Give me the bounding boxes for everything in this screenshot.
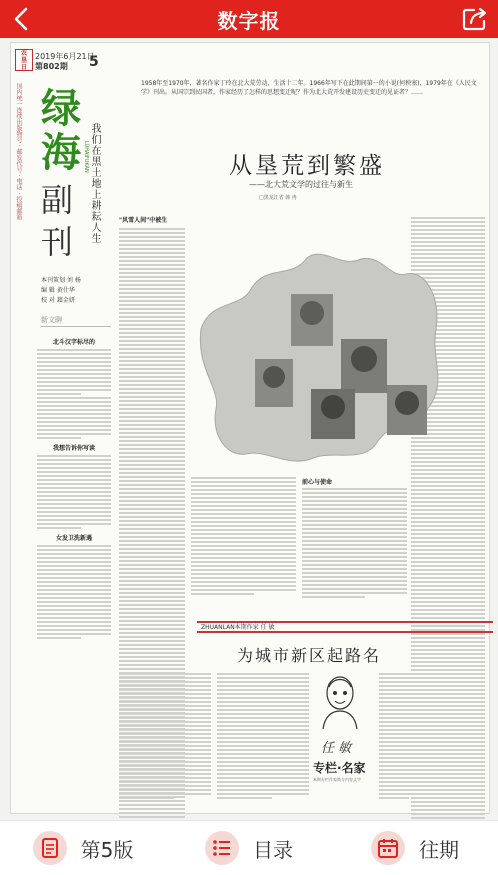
- article-headline-2[interactable]: 为城市新区起路名: [237, 646, 382, 665]
- nav-archive-button[interactable]: [332, 821, 498, 875]
- calendar-icon: [371, 831, 405, 865]
- editor-credit-line: 本刊策划 刘 杨: [41, 277, 81, 284]
- columnist-portrait: [317, 671, 363, 731]
- back-button[interactable]: [6, 4, 36, 34]
- article-byline: □黑龙江省 韩 冉: [259, 195, 297, 201]
- page-title: 数字报: [217, 8, 281, 33]
- share-icon: [462, 7, 488, 31]
- column-caption: 本期专栏作家简介内容文字: [313, 777, 361, 782]
- xinwen-label: 新文聊: [41, 315, 111, 327]
- masthead-slogan: 我们在黑土地上耕耘人生: [89, 123, 100, 244]
- page-number: 5: [89, 54, 99, 70]
- editor-credit-line: 编 辑 黄仕华: [41, 287, 75, 294]
- chevron-left-icon: [13, 7, 29, 31]
- nav-edition-button[interactable]: [0, 821, 166, 875]
- editor-credit-line: 校 对 籍金妍: [41, 297, 75, 304]
- newspaper-viewport[interactable]: [0, 38, 498, 820]
- newspaper-page[interactable]: [10, 42, 490, 814]
- nav-catalog-label: 目录: [253, 837, 293, 862]
- article-heading[interactable]: 我想告诉你写读: [52, 445, 95, 452]
- article-heading[interactable]: 北斗汉字标尽的: [52, 339, 95, 346]
- issue-date: 2019年6月21日: [35, 52, 95, 61]
- article-body-lower[interactable]: [191, 475, 407, 600]
- article-subhead: ——北大荒文学的过往与新生: [249, 180, 353, 189]
- masthead-side-info: 国内统一连续出版物号 · 邮发代号 · 电话 · 投稿邮箱: [15, 83, 22, 221]
- intro-text: 1958年至1970年，著名作家丁玲在北大荒劳动，生活十二年。1966年写下在此期间第一的小说(何秧塞)，1979年在《人民文学》刊出。从国宗到民国者，作家经历了怎样的思想变迁呢？作为北大荒开发建设历史变迁的见证者？……: [141, 80, 477, 96]
- article-quote: "风雪人间"中被生: [119, 217, 168, 224]
- left-column-articles[interactable]: [37, 333, 111, 641]
- article-2-body-right[interactable]: [379, 671, 485, 801]
- article-intro[interactable]: [141, 79, 481, 141]
- top-bar: [0, 0, 498, 38]
- columnist-signature: 任 敏: [321, 741, 352, 756]
- masthead-pinyin: LÜHAIFUKAN: [83, 141, 89, 173]
- edition-page-icon: [33, 831, 67, 865]
- masthead-title-sub: 副刊: [41, 181, 74, 261]
- nav-edition-label: 第5版: [80, 837, 134, 862]
- feature-map-illustration: [191, 239, 451, 469]
- catalog-list-icon: [205, 831, 239, 865]
- column-band: ZHUANLAN本期作家 任 敏: [197, 621, 493, 633]
- share-button[interactable]: [460, 5, 490, 33]
- masthead-title-main: 绿海: [41, 85, 81, 176]
- bottom-nav: [0, 820, 498, 875]
- article-headline[interactable]: 从垦荒到繁盛: [229, 153, 385, 179]
- nav-catalog-button[interactable]: [166, 821, 332, 875]
- issue-number: 第802期: [35, 62, 68, 71]
- newspaper-logo: 农 垦 日: [15, 49, 33, 71]
- editor-credits: [41, 276, 111, 306]
- article-heading[interactable]: 女发卫洗新遇: [55, 535, 92, 542]
- section-heading: 前心与使命: [302, 479, 333, 486]
- article-2-body[interactable]: [119, 671, 309, 801]
- nav-archive-label: 往期: [419, 837, 459, 862]
- column-label: 专栏·名家: [313, 761, 366, 775]
